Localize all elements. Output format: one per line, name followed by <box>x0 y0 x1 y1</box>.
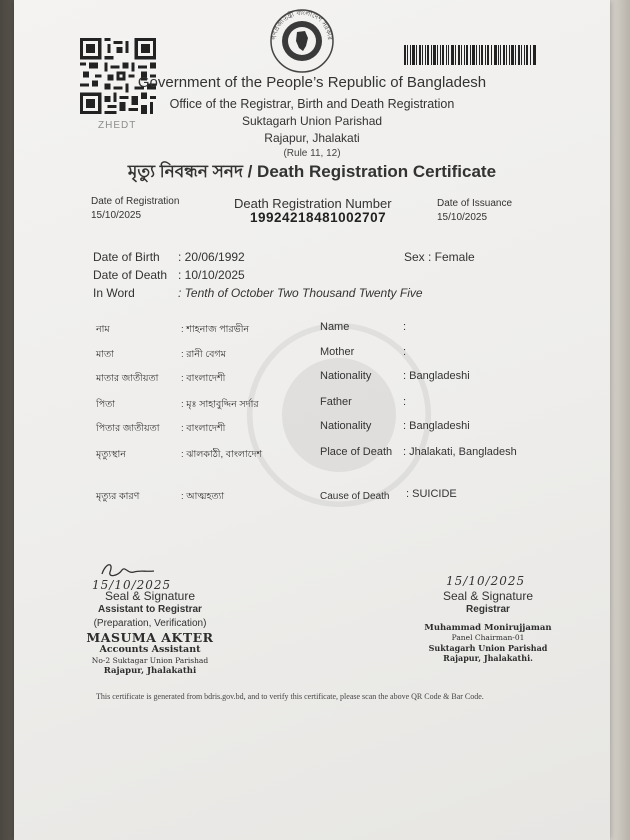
office-heading: Office of the Registrar, Birth and Death Registration <box>169 97 455 111</box>
name-bn-label: নাম <box>96 324 110 335</box>
assistant-stamp-title: Accounts Assistant <box>99 644 201 655</box>
place-of-death-bn-label: মৃত্যুস্থান <box>96 449 126 460</box>
father-nationality-en-label: Nationality <box>320 420 372 432</box>
registrar-stamp-name: Muhammad Monirujjaman <box>424 623 552 633</box>
dob-value: : 20/06/1992 <box>178 250 245 264</box>
rule-reference: (Rule 11, 12) <box>283 148 341 159</box>
place-of-death-en-value: : Jhalakati, Bangladesh <box>403 446 517 458</box>
mother-en-value: : <box>403 346 407 358</box>
date-of-issuance-value: 15/10/2025 <box>437 212 488 223</box>
registrar-stamp-union: Suktagarh Union Parishad <box>428 643 548 653</box>
date-of-registration-label: Date of Registration <box>91 196 180 207</box>
registrar-seal-label: Seal & Signature <box>442 589 534 603</box>
mother-bn-value: : রানী বেগম <box>181 349 226 360</box>
cause-of-death-bn-label: মৃত্যুর কারণ <box>96 491 140 502</box>
father-nationality-en-value: : Bangladeshi <box>403 420 470 432</box>
place-of-death-en-label: Place of Death <box>320 446 393 458</box>
mother-nationality-en-label: Nationality <box>320 370 372 382</box>
dod-value: : 10/10/2025 <box>178 268 245 282</box>
barcode-icon <box>404 45 536 65</box>
assistant-seal-label: Seal & Signature <box>104 589 196 603</box>
registration-number-label: Death Registration Number <box>234 196 392 211</box>
mother-bn-label: মাতা <box>96 349 114 360</box>
name-en-label: Name <box>320 321 350 333</box>
in-word-label: In Word <box>93 286 135 300</box>
desk-background-right <box>608 0 630 840</box>
father-nationality-bn-label: পিতার জাতীয়তা <box>96 423 160 434</box>
certificate-paper <box>14 0 610 840</box>
registrar-role: Registrar <box>466 604 510 615</box>
government-seal-icon <box>269 8 335 74</box>
registrar-stamp-title: Panel Chairman-01 <box>451 633 525 642</box>
union-heading: Suktagarh Union Parishad <box>241 114 383 128</box>
assistant-stamp-name: MASUMA AKTER <box>86 630 214 645</box>
name-bn-value: : শাহনাজ পারভীন <box>181 324 250 335</box>
date-of-issuance-label: Date of Issuance <box>437 198 513 209</box>
mother-nationality-bn-label: মাতার জাতীয়তা <box>96 373 159 384</box>
dob-label: Date of Birth <box>93 250 160 264</box>
mother-en-label: Mother <box>320 346 355 358</box>
assistant-purpose: (Preparation, Verification) <box>93 618 207 629</box>
qr-caption: ZHEDT <box>98 120 137 131</box>
place-heading: Rajapur, Jhalakati <box>264 131 360 145</box>
assistant-signed-date: 15/10/2025 <box>92 578 172 592</box>
name-en-value: : <box>403 321 407 333</box>
assistant-role: Assistant to Registrar <box>98 604 202 615</box>
father-nationality-bn-value: : বাংলাদেশী <box>181 423 226 434</box>
dod-label: Date of Death <box>93 268 168 282</box>
seal-text: গণপ্রজাতন্ত্রী বাংলাদেশ সরকার <box>269 8 335 41</box>
cause-of-death-bn-value: : আত্মহত্যা <box>181 491 225 502</box>
assistant-stamp-union: No-2 Suktagar Union Parishad <box>91 656 209 665</box>
place-of-death-bn-value: : ঝালকাঠী, বাংলাদেশ <box>181 449 263 460</box>
cause-of-death-en-label: Cause of Death <box>320 491 390 502</box>
father-bn-label: পিতা <box>96 399 116 410</box>
in-word-value: : Tenth of October Two Thousand Twenty Five <box>178 286 423 300</box>
verification-footer: This certificate is generated from bdris.gov.bd, and to verify this certificate, please scan the above QR Code & Bar Code. <box>96 692 484 701</box>
registration-number-value: 19924218481002707 <box>250 210 387 225</box>
certificate-title: মৃত্যু নিবন্ধন সনদ / Death Registration Certificate <box>127 162 497 181</box>
registrar-signed-date: 15/10/2025 <box>446 574 526 588</box>
father-bn-value: : মৃঃ সাহাবুদ্দিন সর্দার <box>181 399 259 410</box>
date-of-registration-value: 15/10/2025 <box>91 210 142 221</box>
registrar-stamp-place: Rajapur, Jhalakathi. <box>443 653 533 663</box>
cause-of-death-en-value: : SUICIDE <box>406 488 457 500</box>
mother-nationality-bn-value: : বাংলাদেশী <box>181 373 226 384</box>
government-heading: Government of the People’s Republic of Bangladesh <box>137 74 487 91</box>
mother-nationality-en-value: : Bangladeshi <box>403 370 470 382</box>
father-en-value: : <box>403 396 407 408</box>
sex-field: Sex : Female <box>404 250 475 264</box>
father-en-label: Father <box>320 396 352 408</box>
assistant-stamp-place: Rajapur, Jhalakathi <box>103 666 197 676</box>
